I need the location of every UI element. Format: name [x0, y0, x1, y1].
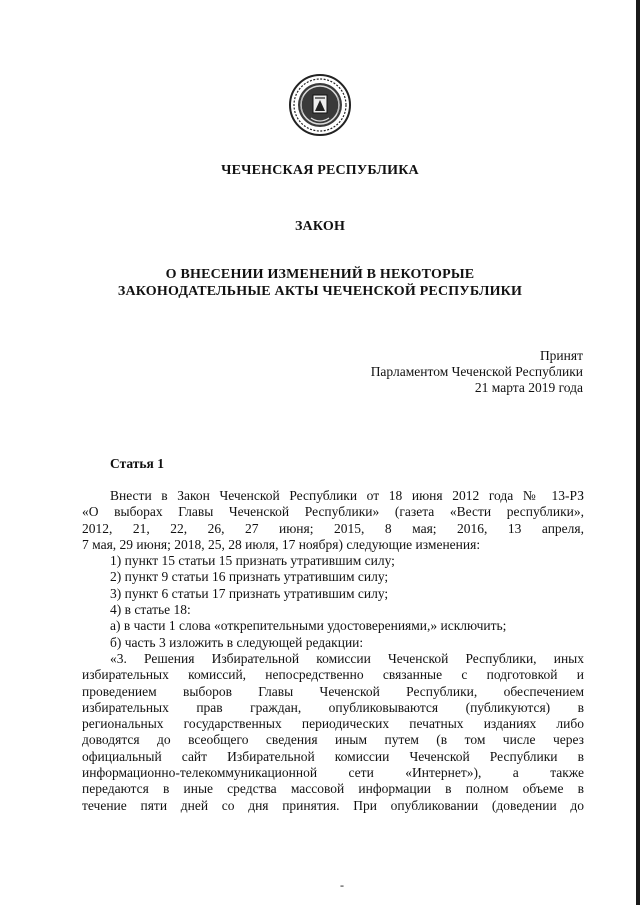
body-line: официальный сайт Избирательной комиссии Чеченской Республики в	[82, 748, 584, 764]
article-heading: Статья 1	[110, 456, 164, 471]
body-line: 2012, 21, 22, 26, 27 июня; 2015, 8 мая; 2016, 13 апреля,	[82, 520, 584, 536]
body-line: «О выборах Главы Чеченской Республики» (газета «Вести республики»,	[82, 504, 584, 520]
list-item: 1) пункт 15 статьи 15 признать утратившим силу;	[110, 553, 395, 569]
law-subject-line: О ВНЕСЕНИИ ИЗМЕНЕНИЙ В НЕКОТОРЫЕ	[165, 267, 475, 282]
chechen-republic-coat-of-arms-icon	[289, 74, 351, 136]
body-line: избирательных прав граждан, опубликовываются (публикуются) в	[82, 699, 584, 715]
list-item: б) часть 3 изложить в следующей редакции:	[110, 634, 364, 650]
body-line: «3. Решения Избирательной комиссии Чеченской Республики, иных	[110, 650, 584, 666]
list-item: 3) пункт 6 статьи 17 признать утратившим силу;	[110, 585, 389, 601]
law-subject-title	[0, 266, 640, 300]
adoption-line: Принят	[539, 348, 583, 363]
adoption-line: Парламентом Чеченской Республики	[370, 364, 583, 379]
list-item: а) в части 1 слова «открепительными удостоверениями,» исключить;	[110, 618, 507, 634]
law-subject-line: ЗАКОНОДАТЕЛЬНЫЕ АКТЫ ЧЕЧЕНСКОЙ РЕСПУБЛИКИ	[117, 284, 523, 299]
body-line: региональных государственных периодических печатных изданиях либо	[82, 716, 584, 732]
adoption-block	[371, 348, 583, 396]
body-line: избирательных комиссий, непосредственно связанные с подготовкой и	[82, 667, 584, 683]
list-item: 4) в статье 18:	[110, 602, 191, 618]
scan-edge-shadow	[636, 0, 640, 905]
page-number: -	[340, 878, 344, 892]
republic-title: ЧЕЧЕНСКАЯ РЕСПУБЛИКА	[221, 163, 419, 178]
body-line: течение пяти дней со дня принятия. При опубликовании (доведении до	[82, 797, 584, 813]
body-line: 7 мая, 29 июня; 2018, 25, 28 июля, 17 ноября) следующие изменения:	[82, 536, 481, 552]
article-body	[82, 488, 584, 814]
document-type-title: ЗАКОН	[294, 219, 346, 234]
body-line: передаются в иные средства массовой информации в полном объеме в	[82, 781, 584, 797]
adoption-date: 21 марта 2019 года	[474, 380, 583, 395]
body-line: доводятся до всеобщего сведения иным путем (в том числе через	[82, 732, 584, 748]
list-item: 2) пункт 9 статьи 16 признать утратившим силу;	[110, 569, 389, 585]
body-line: проведением выборов Главы Чеченской Республики, обеспечением	[82, 683, 584, 699]
body-line: Внести в Закон Чеченской Республики от 18 июня 2012 года № 13-РЗ	[110, 488, 584, 503]
body-line: информационно-телекоммуникационной сети «Интернет»), а также	[82, 765, 584, 781]
